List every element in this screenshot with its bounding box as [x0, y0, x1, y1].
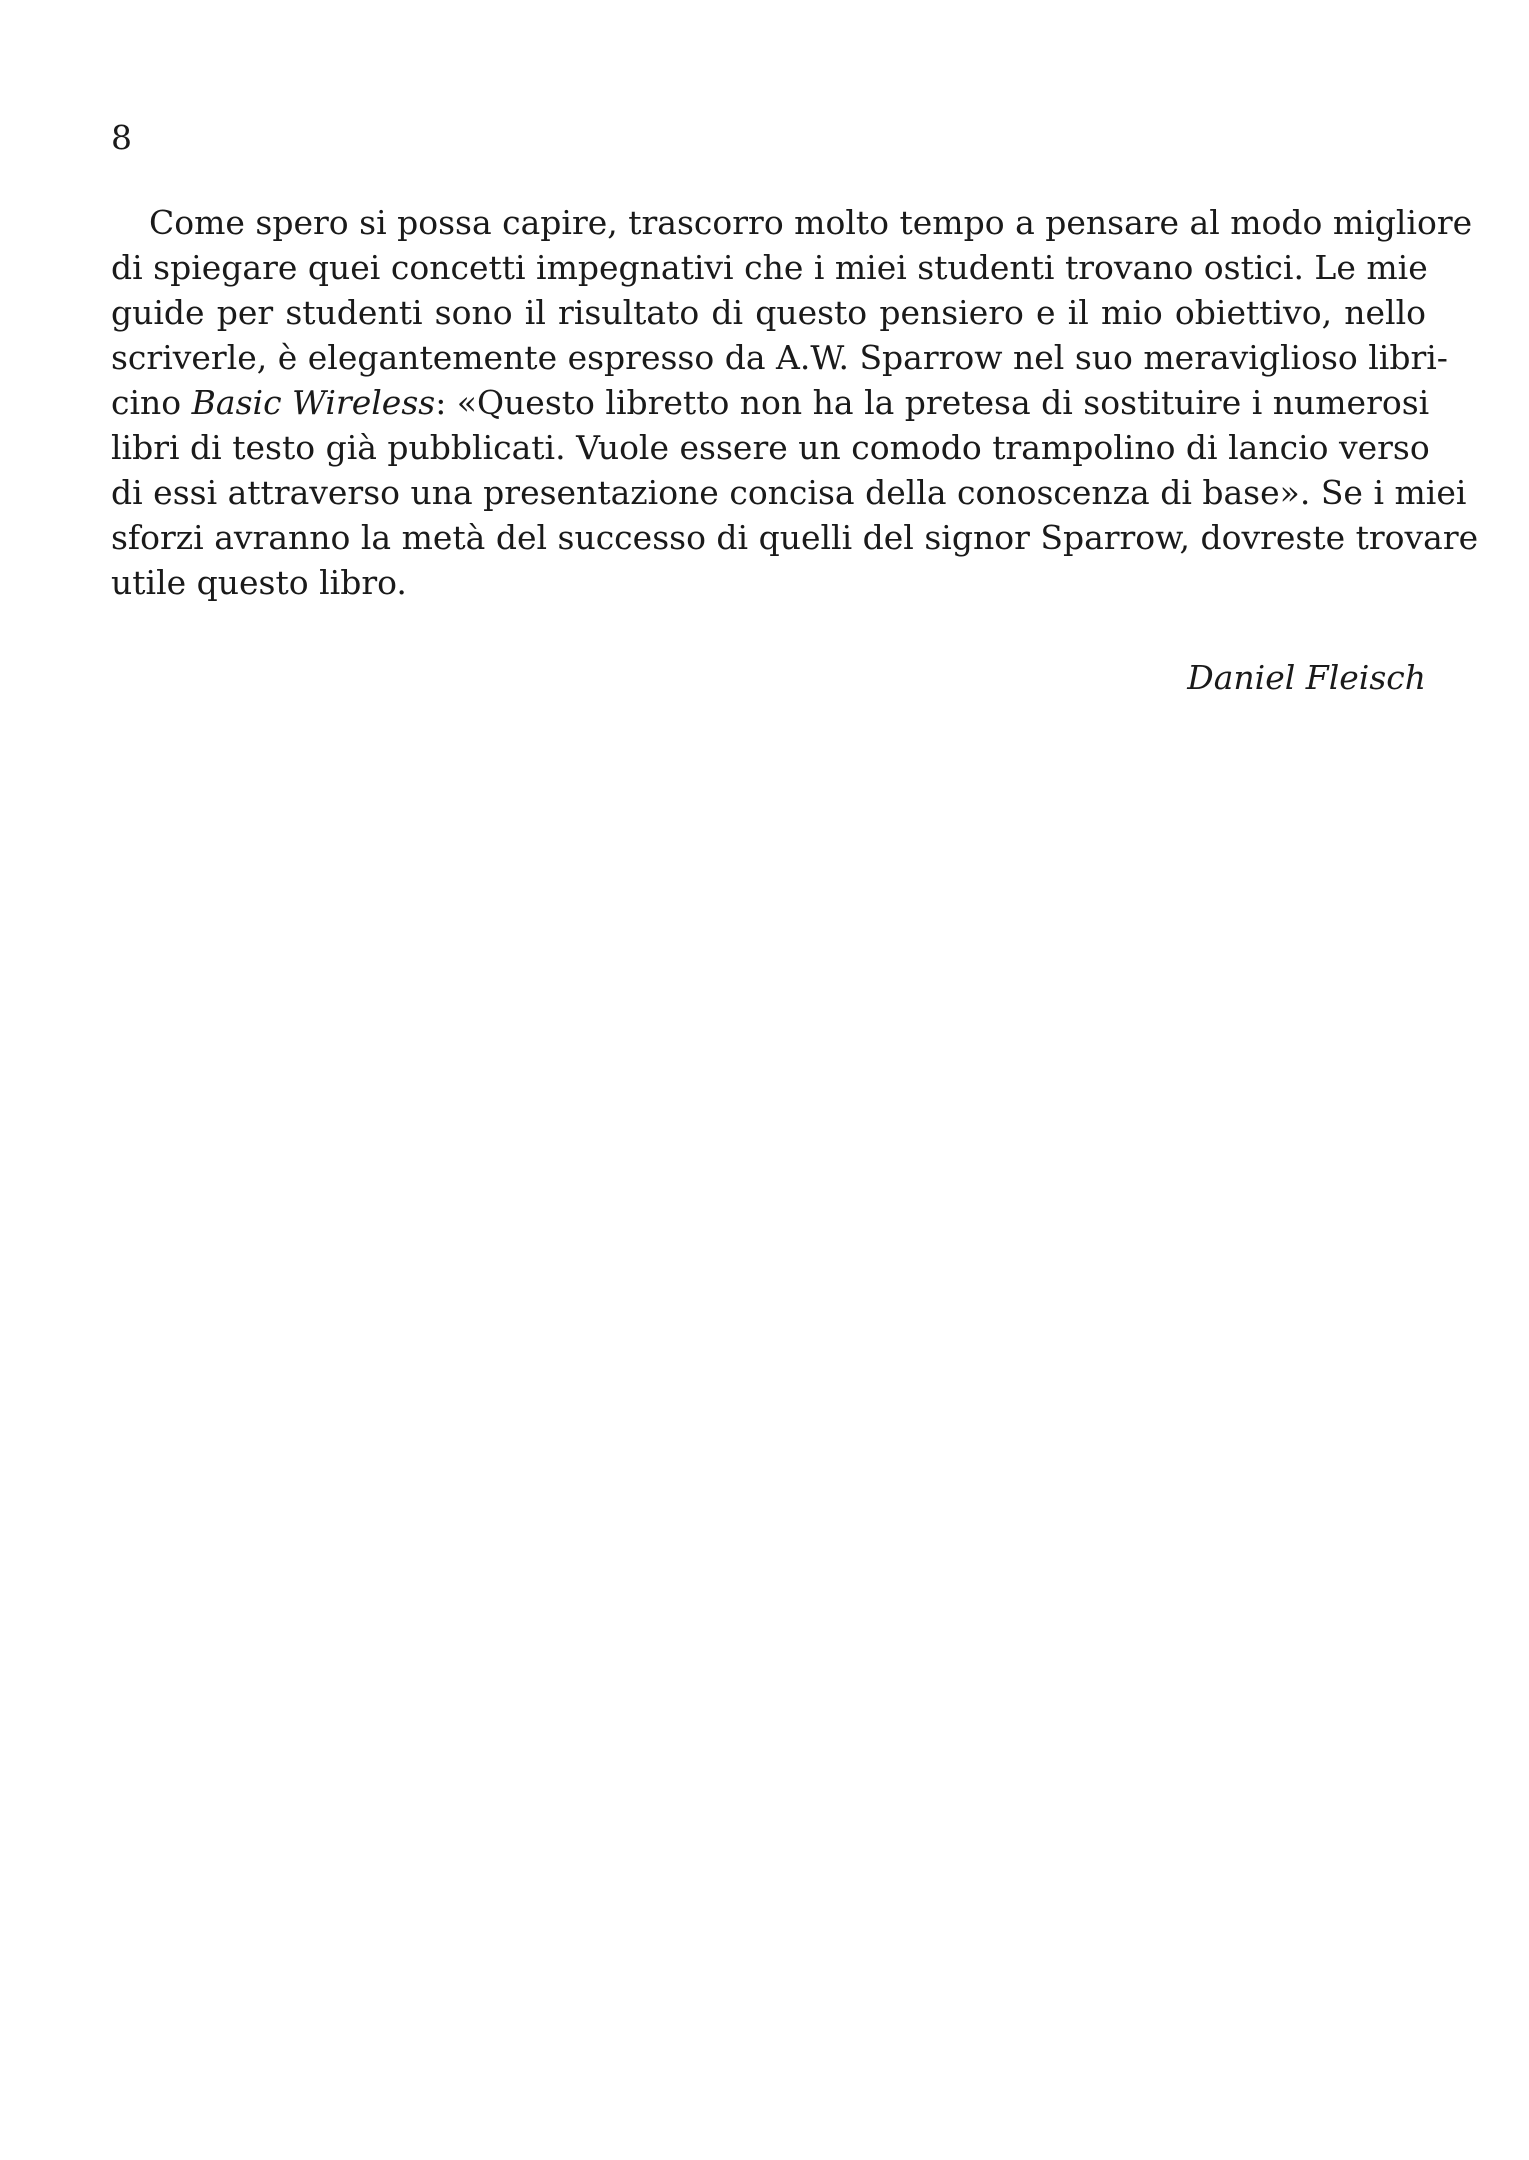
paragraph-line: sforzi avranno la metà del successo di quelli del signor Sparrow, dovreste trovare: [111, 518, 1479, 557]
line-text: cino: [111, 383, 192, 422]
paragraph-line: di essi attraverso una presentazione concisa della conoscenza di base». Se i miei: [111, 473, 1467, 512]
paragraph-line: scriverle, è elegantemente espresso da A.W. Sparrow nel suo meraviglioso libri-: [111, 338, 1448, 377]
paragraph-line: Come spero si possa capire, trascorro molto tempo a pensare al modo migliore: [149, 203, 1473, 242]
paragraph-line: utile questo libro.: [111, 563, 407, 602]
paragraph-line: libri di testo già pubblicati. Vuole essere un comodo trampolino di lancio verso: [111, 428, 1430, 467]
paragraph-line: guide per studenti sono il risultato di questo pensiero e il mio obiettivo, nello: [111, 293, 1426, 332]
paragraph-line: [111, 380, 1430, 425]
line-text: : «Questo libretto non ha la pretesa di sostituire i numerosi: [435, 383, 1430, 422]
page-number: 8: [111, 118, 132, 157]
book-title: Basic Wireless: [191, 383, 436, 422]
author-signature: Daniel Fleisch: [1187, 658, 1426, 697]
paragraph-line: di spiegare quei concetti impegnativi che i miei studenti trovano ostici. Le mie: [111, 248, 1428, 287]
body-paragraph: [111, 200, 1479, 605]
